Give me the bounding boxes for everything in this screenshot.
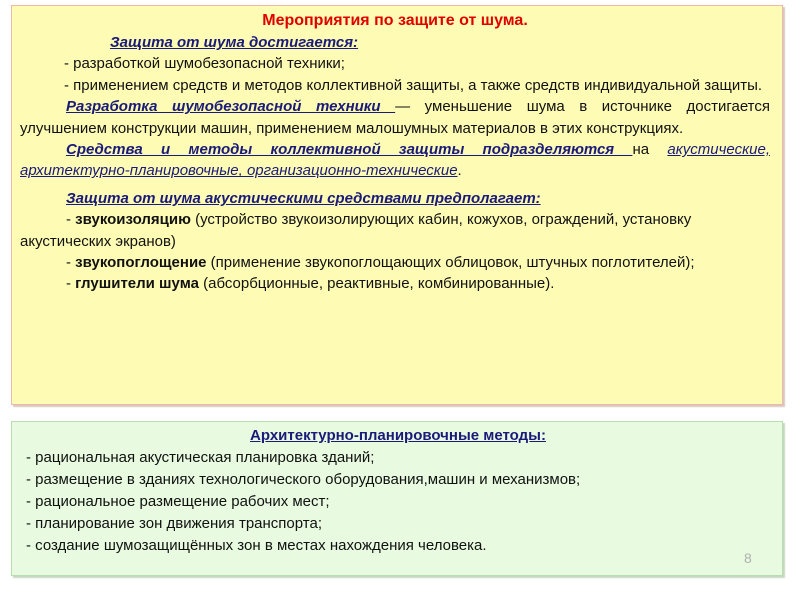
intro-item-1: - разработкой шумобезопасной техники;	[64, 55, 345, 73]
intro-item-2	[20, 75, 770, 96]
collective-protection-on: на	[632, 141, 650, 159]
acoustic-item-2-dash: -	[66, 254, 76, 272]
acoustic-item-2-desc: (применение звукопоглощающих облицовок, штучных поглотителей);	[206, 254, 695, 272]
collective-protection-end: .	[457, 162, 462, 180]
acoustic-heading: Защита от шума акустическими средствами предполагает:	[66, 189, 541, 207]
acoustic-item-3	[20, 273, 770, 294]
architectural-item-1: - рациональная акустическая планировка зданий;	[26, 449, 375, 466]
acoustic-heading-line	[20, 188, 770, 209]
acoustic-item-2-term: звукопоглощение	[75, 254, 207, 272]
safe-equipment-desc: — уменьшение шума в источнике достигается улучшением конструкции машин, применением малошумных материалов в этих конструкциях.	[20, 98, 770, 137]
architectural-item-4: - планирование зон движения транспорта;	[26, 515, 323, 532]
acoustic-item-3-dash: -	[66, 275, 76, 293]
collective-protection-types: акустические, архитектурно-планировочные, организационно-технические	[20, 141, 771, 180]
intro-heading: Защита от шума достигается:	[110, 34, 359, 51]
acoustic-item-3-term: глушители шума	[75, 275, 199, 293]
acoustic-item-2	[20, 252, 770, 273]
acoustic-item-1-desc: (устройство звукоизолирующих кабин, кожухов, ограждений, установку акустических экранов)	[20, 211, 692, 250]
acoustic-item-1-dash: -	[66, 211, 76, 229]
slide-title: Мероприятия по защите от шума.	[262, 12, 528, 29]
paragraph-collective-protection	[20, 139, 770, 182]
acoustic-item-1-term: звукоизоляцию	[75, 211, 191, 229]
paragraph-safe-equipment	[20, 96, 770, 139]
architectural-item-3: - рациональное размещение рабочих мест;	[26, 493, 330, 510]
collective-protection-term: Средства и методы коллективной защиты подразделяются	[66, 141, 633, 159]
architectural-item-5: - создание шумозащищённых зон в местах нахождения человека.	[26, 537, 487, 554]
acoustic-item-1	[20, 209, 770, 252]
intro-item-2-text: - применением средств и методов коллективной защиты, а также средств индивидуальной защиты.	[64, 76, 763, 94]
architectural-methods-box	[11, 421, 783, 576]
acoustic-item-3-desc: (абсорбционные, реактивные, комбинированные).	[198, 275, 555, 293]
architectural-item-2: - размещение в зданиях технологического оборудования,машин и механизмов;	[26, 471, 581, 488]
safe-equipment-term: Разработка шумобезопасной техники	[66, 98, 396, 116]
intro-heading-line	[20, 32, 770, 53]
page-number: 8	[744, 550, 752, 566]
architectural-methods-title: Архитектурно-планировочные методы:	[250, 427, 546, 444]
noise-protection-measures-box	[11, 5, 783, 405]
